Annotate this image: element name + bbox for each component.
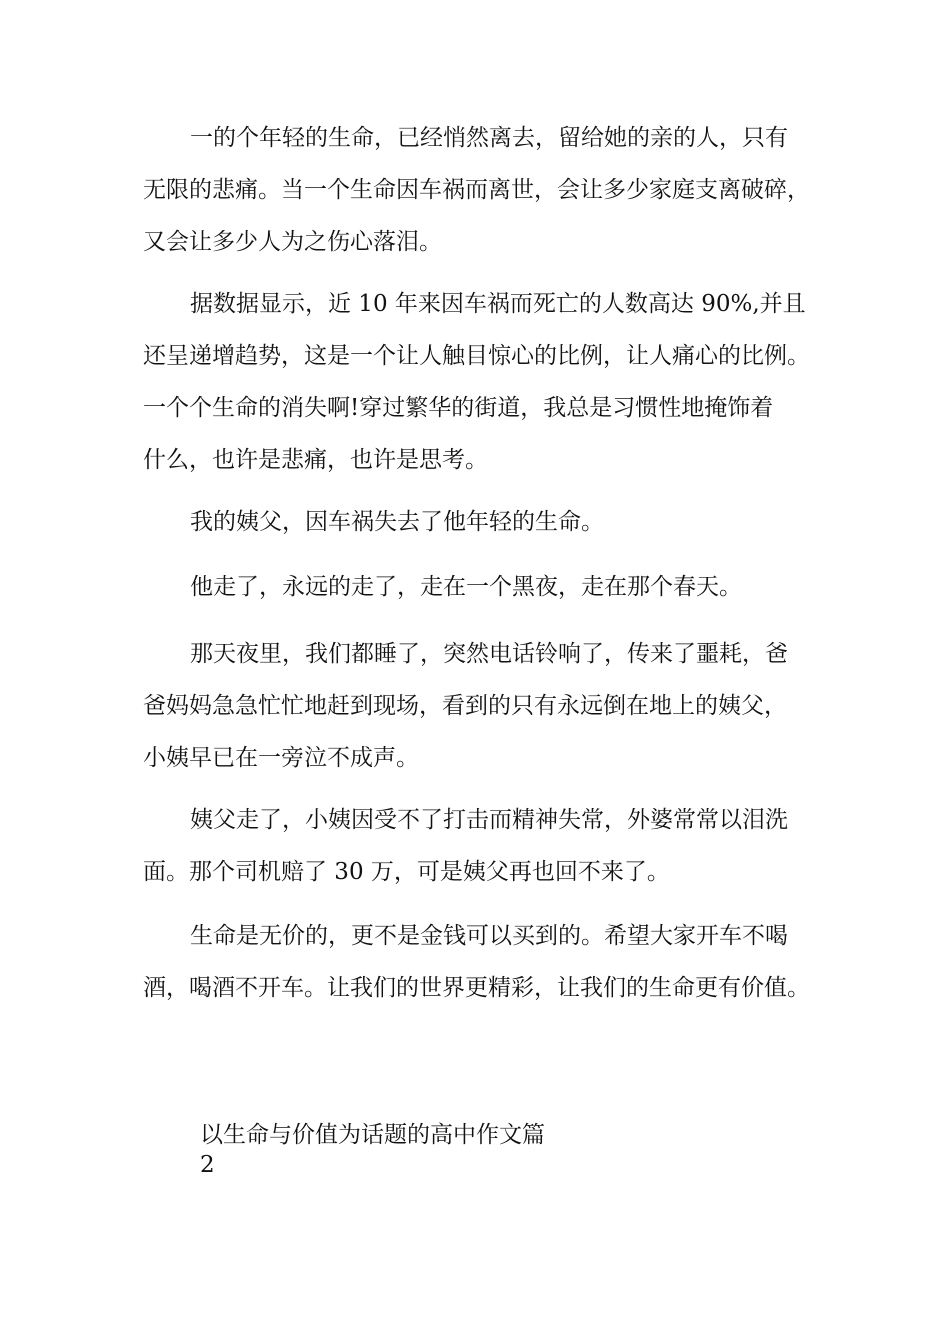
paragraph-line: 什么，也许是悲痛，也许是思考。 — [143, 447, 488, 473]
paragraph-line: 姨父走了，小姨因受不了打击而精神失常，外婆常常以泪洗 — [190, 807, 788, 833]
paragraph-line: 酒，喝酒不开车。让我们的世界更精彩，让我们的生命更有价值。 — [143, 975, 810, 1001]
paragraph-line: 还呈递增趋势，这是一个让人触目惊心的比例，让人痛心的比例。 — [143, 343, 810, 369]
paragraph-2 — [143, 278, 823, 486]
section-heading-number: 2 — [200, 1152, 215, 1178]
paragraph-line: 面。那个司机赔了 30 万，可是姨父再也回不来了。 — [143, 859, 670, 885]
paragraph-line: 爸妈妈急急忙忙地赶到现场，看到的只有永远倒在地上的姨父， — [143, 693, 787, 719]
paragraph-line: 据数据显示，近 10 年来因车祸而死亡的人数高达 90%,并且 — [190, 291, 806, 317]
paragraph-line: 那天夜里，我们都睡了，突然电话铃响了，传来了噩耗，爸 — [190, 641, 788, 667]
paragraph-line: 无限的悲痛。当一个生命因车祸而离世，会让多少家庭支离破碎， — [143, 177, 810, 203]
paragraph-line: 小姨早已在一旁泣不成声。 — [143, 745, 419, 771]
paragraph-3 — [143, 496, 823, 548]
paragraph-line: 生命是无价的，更不是金钱可以买到的。希望大家开车不喝 — [190, 923, 788, 949]
paragraph-6 — [143, 794, 823, 898]
paragraph-line: 一个个生命的消失啊!穿过繁华的街道，我总是习惯性地掩饰着 — [143, 395, 774, 421]
paragraph-line: 又会让多少人为之伤心落泪。 — [143, 229, 442, 255]
paragraph-5 — [143, 628, 823, 784]
paragraph-line: 他走了，永远的走了，走在一个黑夜，走在那个春天。 — [190, 574, 742, 600]
paragraph-4 — [143, 561, 823, 613]
paragraph-line: 一的个年轻的生命，已经悄然离去，留给她的亲的人，只有 — [190, 125, 788, 151]
paragraph-line: 我的姨父，因车祸失去了他年轻的生命。 — [190, 509, 604, 535]
section-heading-line: 以生命与价值为话题的高中作文篇 — [200, 1122, 545, 1148]
paragraph-7 — [143, 910, 823, 1014]
paragraph-1 — [143, 112, 823, 268]
section-heading — [200, 1120, 720, 1180]
